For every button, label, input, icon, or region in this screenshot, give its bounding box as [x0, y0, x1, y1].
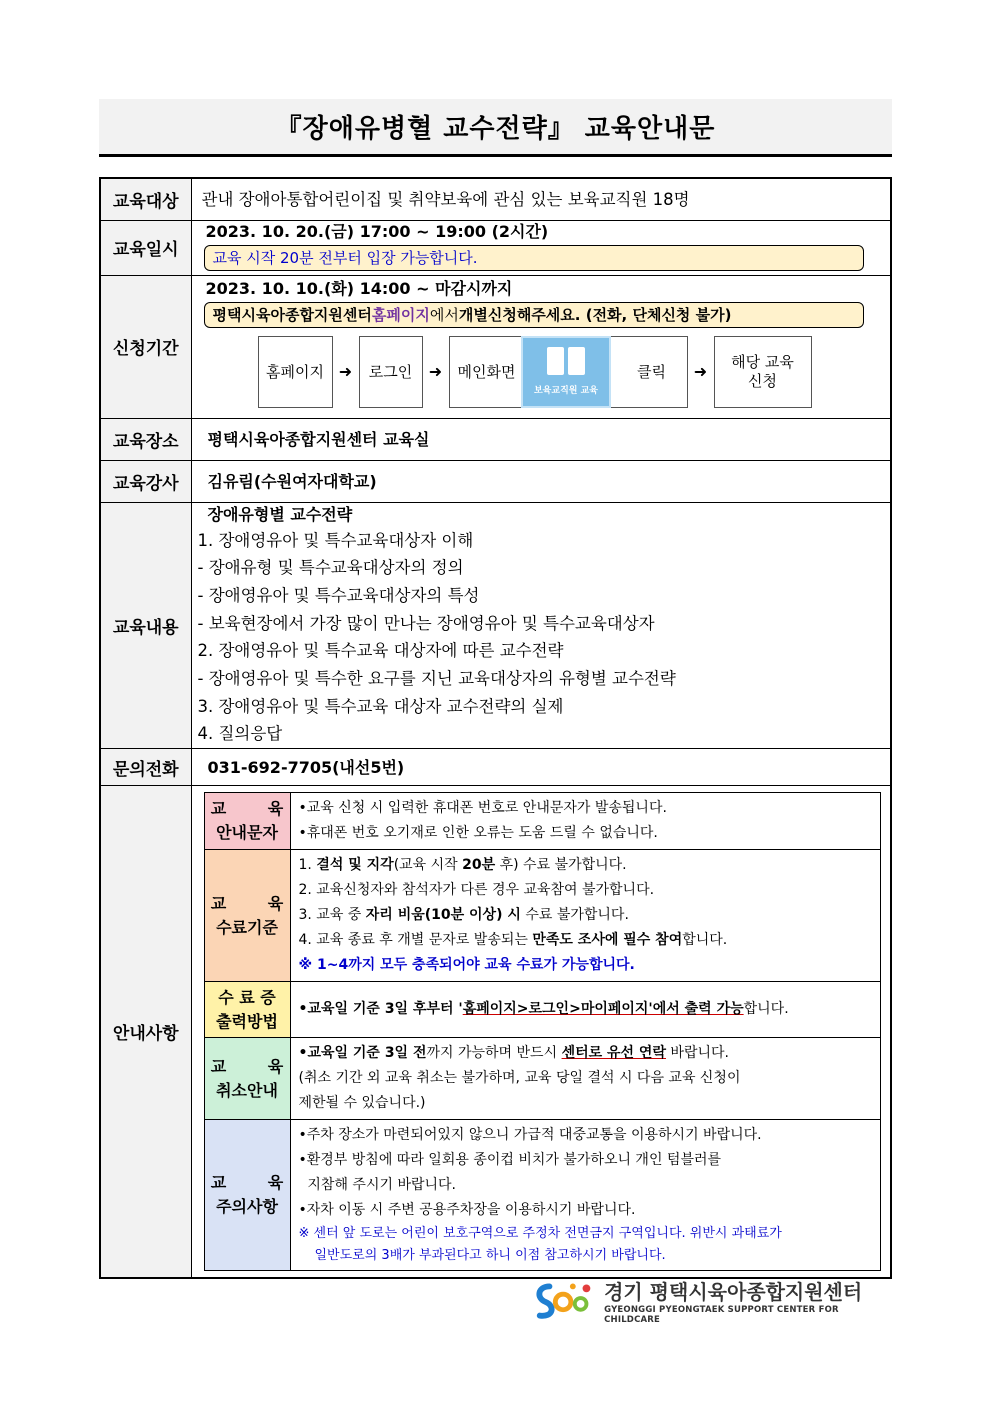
caution-warning: 일반도로의 3배가 부과된다고 하니 이점 참고하시기 바랍니다. [314, 1248, 666, 1264]
row-lecturer [100, 460, 891, 502]
date-note-text: 교육 시작 20분 전부터 입장 가능합니다. [212, 249, 478, 267]
notice-cancel [204, 1038, 880, 1120]
notice-completion [204, 850, 880, 982]
completion-line: 3. 교육 중 자리 비움(10분 이상) 시 수료 불가합니다. [298, 907, 629, 924]
logo-name-en: GYEONGGI PYEONGTAEK SUPPORT CENTER FOR CHILDCARE [604, 1305, 839, 1325]
step-login: 로그인 [359, 336, 423, 408]
caution-label-bottom: 주의사항 [216, 1197, 278, 1217]
label-apply: 신청기간 [100, 275, 191, 418]
date-note [204, 245, 864, 271]
label-content: 교육내용 [100, 502, 191, 749]
apply-text: 2023. 10. 10.(화) 14:00 ~ 마감시까지 [205, 278, 513, 298]
label-target: 교육대상 [100, 178, 191, 220]
label-lecturer: 교육강사 [100, 460, 191, 502]
list-item: - 장애영유아 및 특수교육대상자의 특성 [197, 585, 480, 605]
step-homepage: 홈페이지 [258, 336, 333, 408]
center-logo-icon [530, 1278, 600, 1323]
completion-label-bottom: 수료기준 [216, 917, 278, 937]
caution-line: •환경부 방침에 따라 일회용 종이컵 비치가 불가하오니 개인 텀블러를 [298, 1152, 722, 1169]
row-notice [100, 786, 891, 1279]
logo-name-ko: 경기 평택시육아종합지원센터 [604, 1280, 863, 1304]
label-place: 교육장소 [100, 418, 191, 460]
row-phone [100, 749, 891, 786]
label-notice: 안내사항 [100, 786, 191, 1279]
place-text: 평택시육아종합지원센터 교육실 [207, 429, 430, 449]
sms-label-top: 교 육 [210, 799, 302, 819]
sms-label-bottom: 안내문자 [216, 823, 278, 843]
cancel-label-top: 교 육 [210, 1056, 302, 1076]
date-text: 2023. 10. 20.(금) 17:00 ~ 19:00 (2시간) [205, 221, 549, 241]
step-main-screen: 메인화면 보육교직원 교육 클릭 [449, 336, 688, 408]
center-logo [530, 1278, 890, 1323]
row-target [100, 178, 891, 220]
row-apply [100, 275, 891, 418]
list-item: 2. 장애영유아 및 특수교육 대상자에 따른 교수전략 [197, 641, 564, 661]
book-icon: 보육교직원 교육 [521, 336, 611, 408]
arrow-icon: ➜ [338, 362, 353, 381]
arrow-icon: ➜ [428, 362, 443, 381]
phone-text: 031-692-7705(내선5번) [207, 757, 405, 777]
row-date [100, 220, 891, 275]
label-phone: 문의전화 [100, 749, 191, 786]
notice-caution [204, 1120, 880, 1271]
apply-note: 평택시육아종합지원센터 홈페이지 에서 개별신청 해주세요. (전화, 단체신청 불가) [204, 302, 864, 328]
homepage-link[interactable]: 홈페이지 [371, 306, 430, 324]
completion-label-top: 교 육 [210, 893, 302, 913]
caution-line: •주차 장소가 마련되어있지 않으니 가급적 대중교통을 이용하시기 바랍니다. [298, 1127, 762, 1144]
caution-line: •자차 이동 시 주변 공용주차장을 이용하시기 바랍니다. [298, 1202, 636, 1219]
notice-certificate [204, 982, 880, 1038]
list-item: - 장애유형 및 특수교육대상자의 정의 [197, 558, 464, 578]
completion-line: 1. 결석 및 지각(교육 시작 20분 후) 수료 불가합니다. [298, 857, 627, 874]
completion-line: 4. 교육 종료 후 개별 문자로 발송되는 만족도 조사에 필수 참여합니다. [298, 932, 728, 949]
caution-warning: ※ 센터 앞 도로는 어린이 보호구역으로 주정차 전면금지 구역입니다. 위반시 과태료가 [298, 1226, 782, 1242]
title-box [99, 99, 892, 157]
cancel-line: (취소 기간 외 교육 취소는 불가하며, 교육 당일 결석 시 다음 교육 신청이 [298, 1070, 741, 1087]
cancel-label-bottom: 취소안내 [216, 1080, 278, 1100]
list-item: 3. 장애영유아 및 특수교육 대상자 교수전략의 실제 [197, 696, 564, 716]
sms-line: •교육 신청 시 입력한 휴대폰 번호로 안내문자가 발송됩니다. [298, 800, 667, 817]
row-place [100, 418, 891, 460]
cancel-line: •교육일 기준 3일 전까지 가능하며 반드시 센터로 유선 연락 바랍니다. [298, 1045, 729, 1062]
content-heading: 장애유형별 교수전략 [207, 504, 353, 524]
certificate-line: •교육일 기준 3일 후부터 '홈페이지>로그인>마이페이지'에서 출력 가능합니다. [298, 1001, 789, 1018]
notice-table [204, 792, 881, 1271]
arrow-icon: ➜ [693, 362, 708, 381]
certificate-label-top: 수 료 증 [218, 987, 276, 1007]
target-text: 관내 장애아통합어린이집 및 취약보육에 관심 있는 보육교직원 18명 [201, 189, 690, 209]
info-table [99, 177, 892, 1279]
completion-line: 2. 교육신청자와 참석자가 다른 경우 교육참여 불가합니다. [298, 882, 655, 899]
list-item: 1. 장애영유아 및 특수교육대상자 이해 [197, 530, 474, 550]
cancel-line: 제한될 수 있습니다.) [298, 1095, 426, 1112]
step-apply: 해당 교육 신청 [714, 336, 812, 408]
lecturer-text: 김유림(수원여자대학교) [207, 471, 377, 491]
page-title: 『장애유병혈 교수전략』 교육안내문 [275, 114, 716, 144]
completion-warning: ※ 1~4까지 모두 충족되어야 교육 수료가 가능합니다. [298, 957, 635, 974]
caution-line: 지참해 주시기 바랍니다. [298, 1177, 456, 1194]
list-item: - 보육현장에서 가장 많이 만나는 장애영유아 및 특수교육대상자 [197, 613, 655, 633]
list-item: 4. 질의응답 [197, 724, 283, 744]
list-item: - 장애영유아 및 특수한 요구를 지닌 교육대상자의 유형별 교수전략 [197, 669, 676, 689]
notice-sms [204, 793, 880, 850]
sms-line: •휴대폰 번호 오기재로 인한 오류는 도움 드릴 수 없습니다. [298, 825, 658, 842]
content-list [198, 527, 883, 749]
certificate-label-bottom: 출력방법 [216, 1011, 278, 1031]
label-date: 교육일시 [100, 220, 191, 275]
row-content [100, 502, 891, 749]
caution-label-top: 교 육 [210, 1173, 302, 1193]
apply-steps [258, 336, 883, 408]
